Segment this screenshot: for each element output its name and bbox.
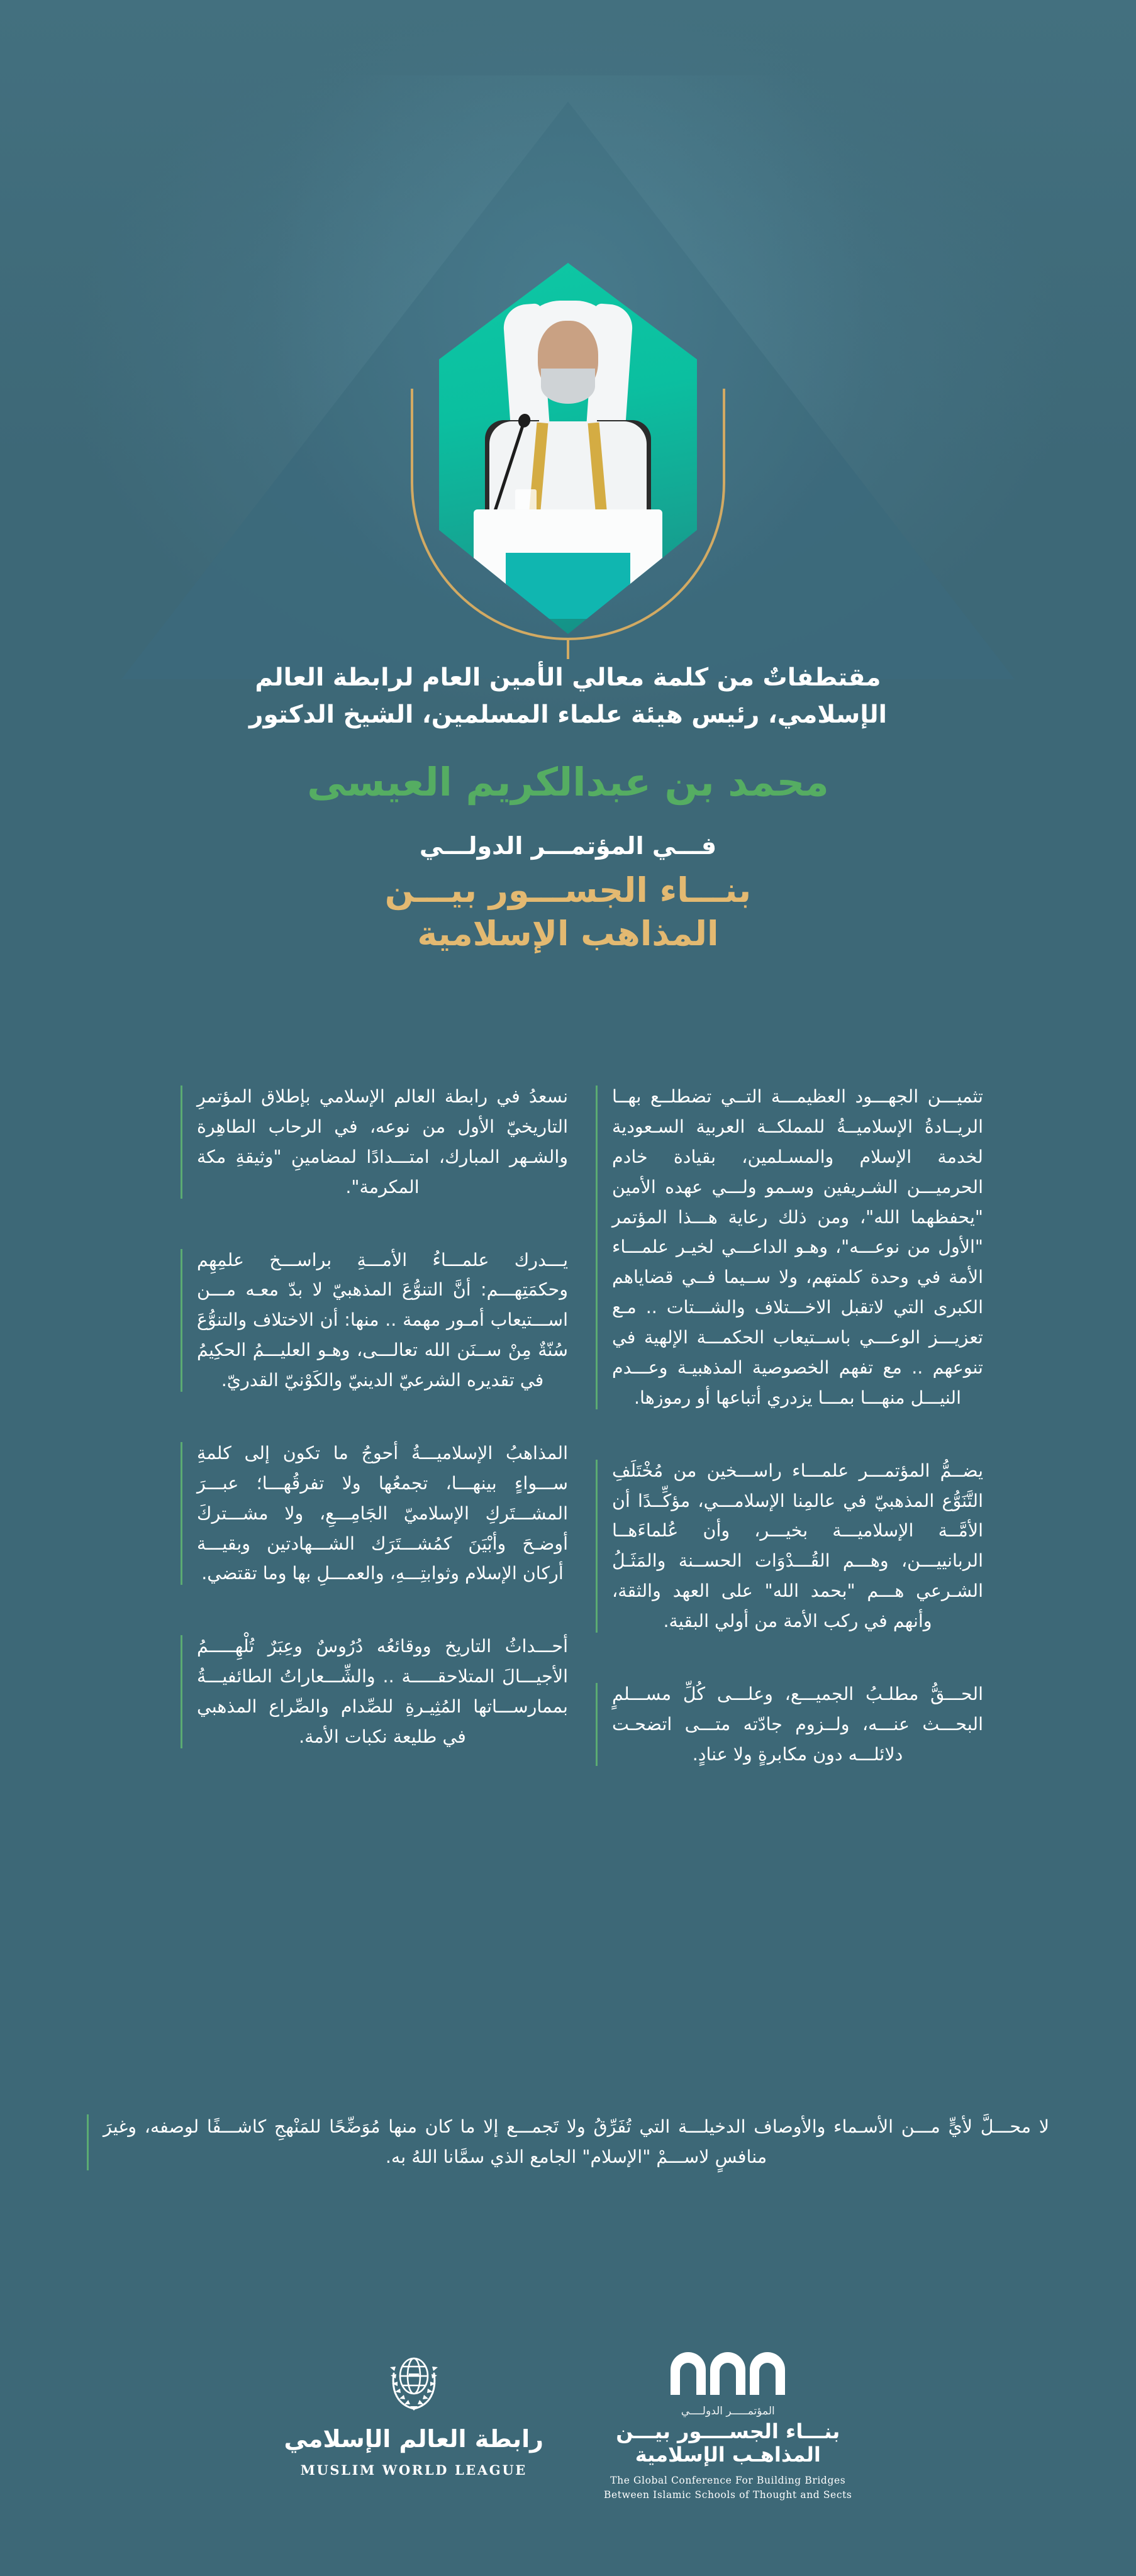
gold-frame-ornament [411,389,725,640]
three-arches-icon [668,2348,788,2395]
paragraph: أحـــداثُ التاريخ ووقائعُه دُرُوسٌ وعِبَرٌ تُلْهِـــــمُ الأجيـــالَ المتلاحقـــــة .. والشِّـــعاراتُ الطائفيـــةُ بممارســـاتها المُثِيـرةِ للصِّدام والصِّراع المذهبي في طليعة نكبات الأمة. [181,1631,568,1752]
paragraph: نسعدُ في رابطة العالم الإسلامي بإطلاق المؤتمرِ التاريخيّ الأول من نوعه، في الرحاب الطاهِرة والشـهر المبارك، امتـــدادًا لمضامينِ "وثيقةِ مكة المكرمة". [181,1082,568,1202]
globe-wreath-icon [385,2348,443,2418]
mwl-logo-arabic: رابطة العالم الإسلامي [284,2424,544,2453]
conference-logo-arabic-line-1: بنـــاء الجســــور بيـــن [616,2419,840,2443]
conference-logo-arabic-line-2: المذاهـب الإسلامية [635,2443,821,2467]
header-block [222,659,914,955]
mwl-logo [284,2348,544,2479]
event-prefix-label: فـــي المؤتمـــر الدولـــي [419,831,717,860]
column-right [568,1082,983,1770]
event-title-line-1: بنـــاء الجســـور بيـــن [384,870,752,910]
paragraph: الحـــقُّ مطلـبُ الجميـــع، وعلـــى كُلِّ مســـلمٍ البحـــث عنـــه، ولــزوم جادّته متـــى اتضحـت دلائلـــه دون مكابرةٍ ولا عنادٍ. [596,1679,983,1770]
closing-paragraph: لا محـــلَّ لأيٍّ مـــن الأسـماء والأوصاف الدخيلـــة التي تُفَرِّقُ ولا تَجمـــع إلا ما كان منها مُوَضِّحًا للمَنْهجِ كاشـــفًا لوصفه، وغيرَ منافسٍ لاســـمْ "الإسلام" الجامع الذي سمَّانا اللهُ به. [87,2112,1049,2173]
column-left [153,1082,568,1770]
conference-logo-english-line-2: Between Islamic Schools of Thought and Sects [604,2489,852,2501]
paragraph: يـــدرك علمـــاءُ الأمـــةِ براســـخ علمِهِم وحكمَتِهـــم: أنَّ التنوُّعَ المذهبيّ لا بدّ معـه مـــن اســـتيعاب أمـور مهمة .. منها: أن الاختلاف والتنوُّعَ سُنّةٌ مِنْ ســنَن الله تعالـــى، وهـو العليـــمُ الحكِيمُ في تقديره الشرعيّ الدينيّ والكَوْنيّ القدريّ. [181,1245,568,1396]
paragraph: يضــمُّ المؤتمـــر علمـــاء راســـخين من مُخْتَلَفِ التَّنَوُّع المذهبيّ في عالمِنا الإسلامـــي، مؤكِّــدًا أن الأمَّــة الإسلاميـــة بخيـــر، وأن عُلماءَهــا الربانييـــن، وهـــم القُـــدْوَات الحســنة والمَثَـلُ الشـرعي هـــم "بحمد الله" على العهد والثقة، وأنهم في ركب الأمة من أولي البقية. [596,1456,983,1636]
paragraph: تثميـــن الجهـــود العظيمـــة التــي تضطلــع بهــا الريــادةُ الإسلاميــةُ للمملكــة العربية السـعودية لخدمة الإسلام والمسـلمين، بقيادة خادم الحرميـــن الشـريفين وسـمو ولـــي عهده الأمين "يحفظهما الله"، ومن ذلك رعاية هـــذا المؤتمر "الأول من نوعـــه"، وهـو الداعـــي لخيـر علمـــاء الأمة في وحدة كلمتهم، ولا ســيما فــي قضاياهم الكبرى التي لاتقبل الاخـــتلاف والشـــتات .. مـع تعزيـــز الوعـــي باســتيعاب الحكمـــة الإلهية في تنوعهم .. مع تفهم الخصوصية المذهبيـة وعـــدم النيـــل منهـــا بمـــا يزدري أتباعها أو رموزها. [596,1082,983,1413]
conference-logo-prefix: المؤتمـــــر الدولــــي [681,2404,775,2418]
mwl-logo-english: MUSLIM WORLD LEAGUE [300,2462,527,2479]
hero-portrait [342,257,794,659]
footer-logos [0,2348,1136,2502]
speaker-name: محمد بن عبدالكريم العيسى [307,758,829,805]
conference-logo-english-line-1: The Global Conference For Building Bridges [610,2475,846,2487]
body-columns [0,1082,1136,1770]
quote-attribution-kicker: مقتطفاتٌ من كلمة معالي الأمين العام لرابطة العالم الإسلامي، رئيس هيئة علماء المسلمين، الشيخ الدكتور [249,663,887,730]
event-title-line-2: المذاهب الإسلامية [417,914,719,954]
conference-logo [604,2348,852,2502]
paragraph: المذاهبُ الإسلاميـــةُ أحوجُ ما تكون إلى كلمةِ ســـواءٍ بينهـــا، تجمعُها ولا تفرقُهـــا؛ عبـــرَ المشـــتَركِ الإسلاميّ الجَامِـــعِ، ولا مشـــتركَ أوضـحَ وأبْيَنَ كمُشـــتَرَك الشـــهادتين وبقيـــة أركان الإسلام وثوابتِـــهِ، والعمـــلِ بها وما تقتضي. [181,1438,568,1589]
